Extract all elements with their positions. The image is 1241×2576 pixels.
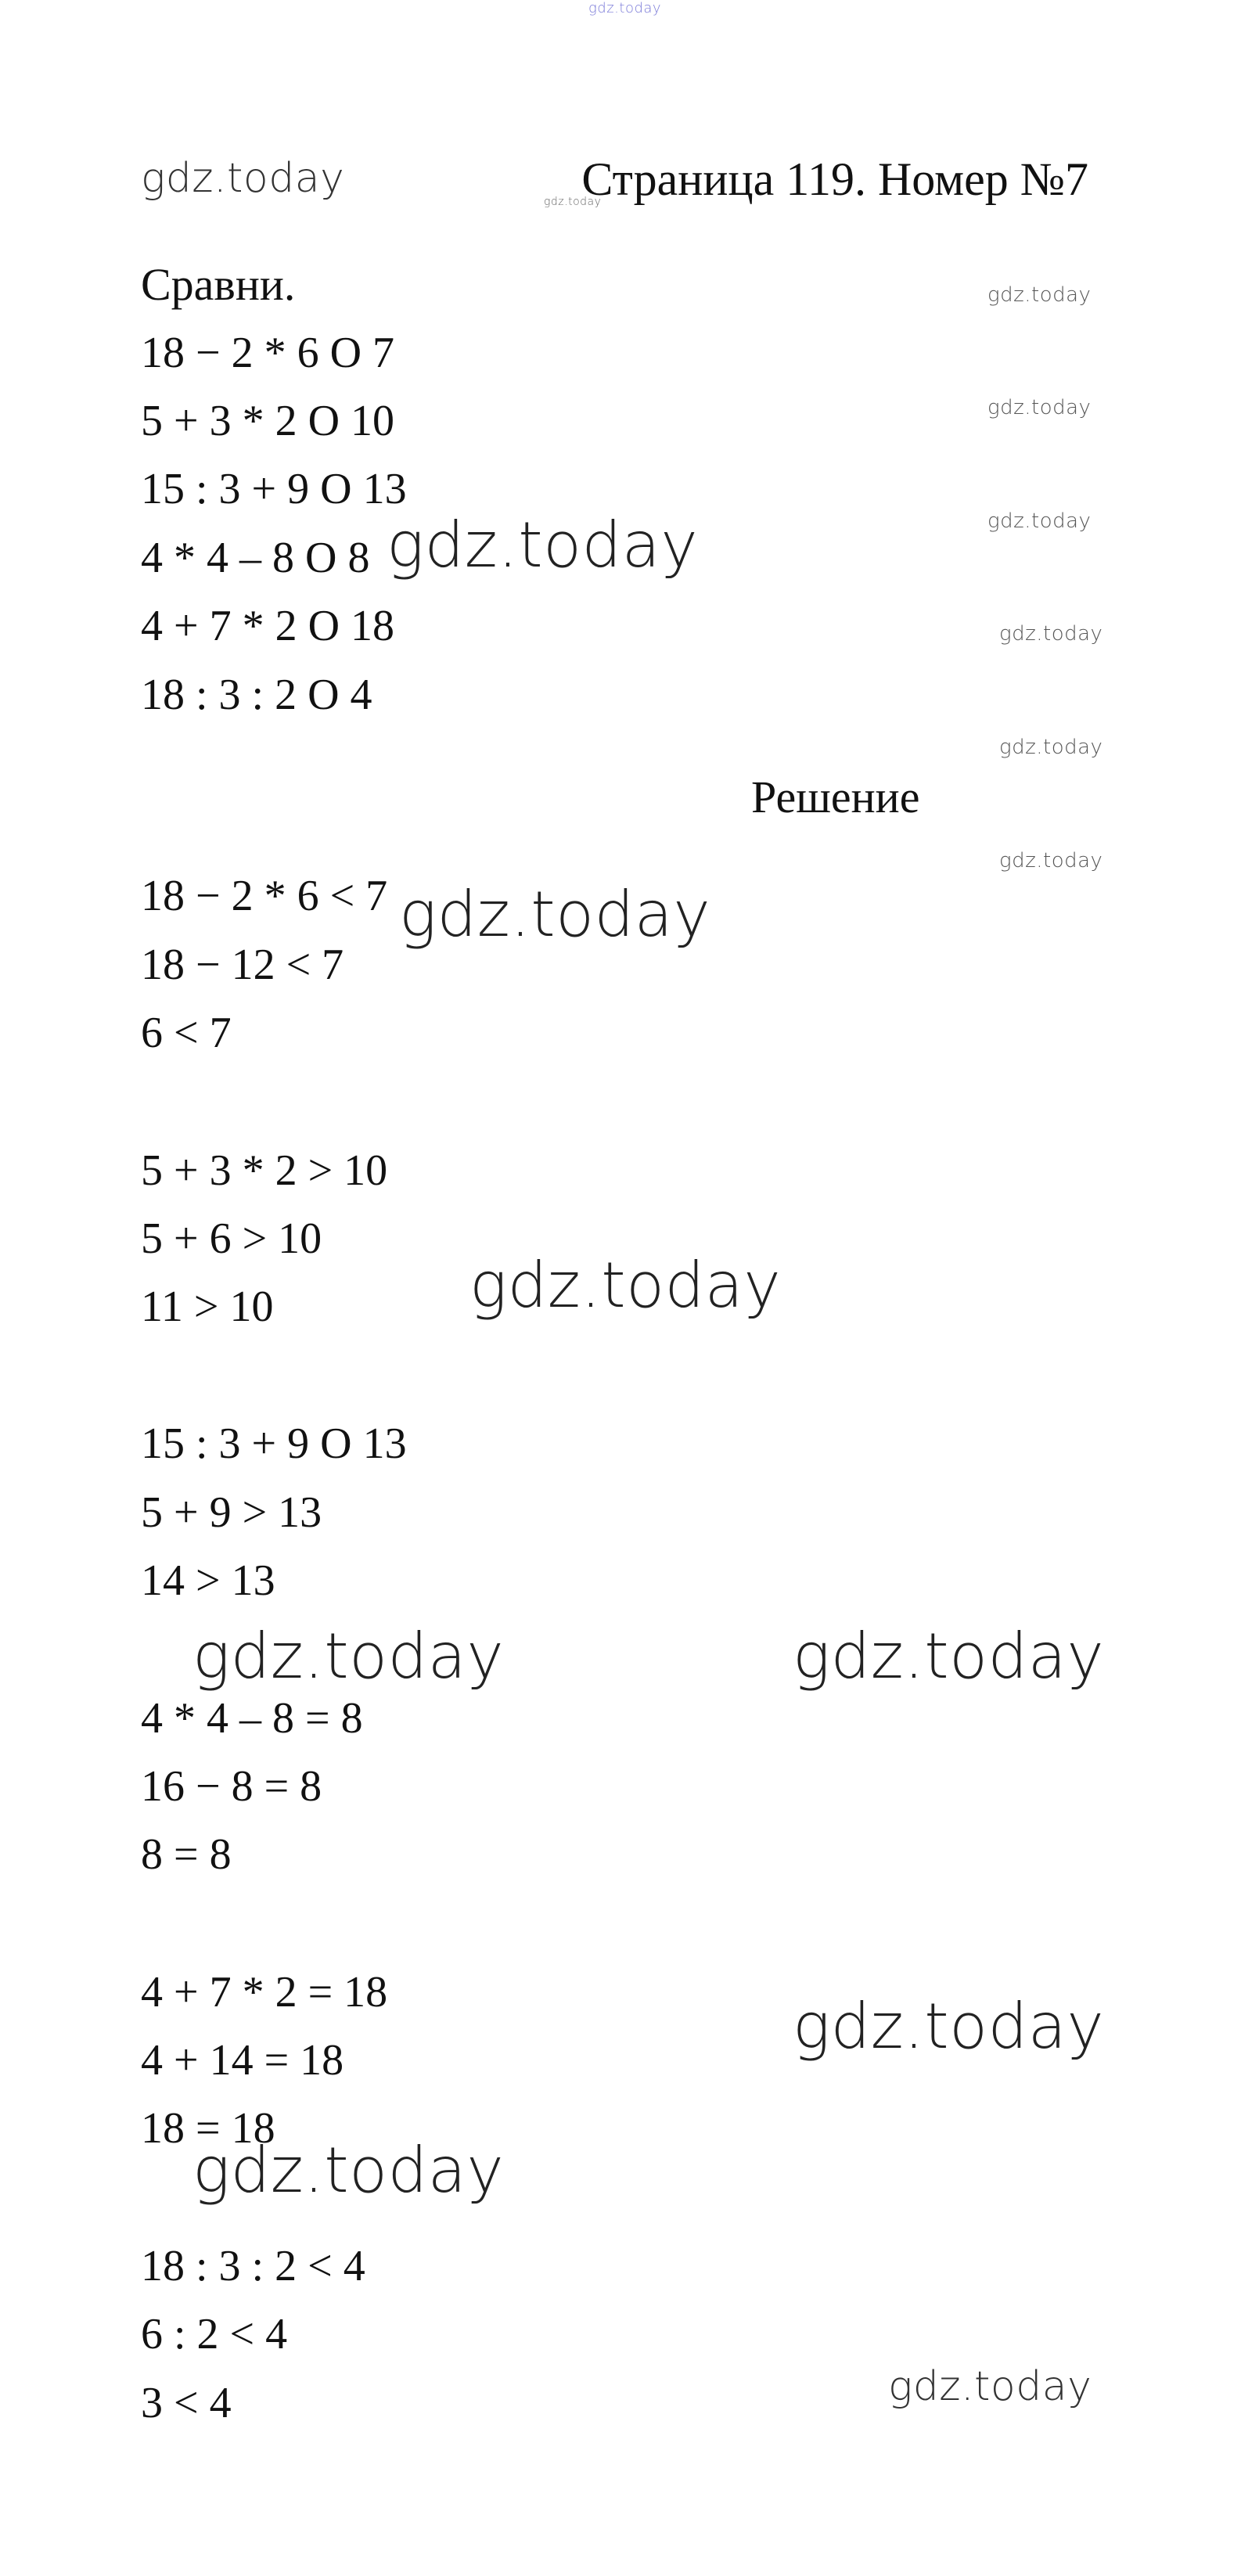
task-item: 4 * 4 – 8 O 8 [141,534,370,582]
solution-line: 5 + 3 * 2 > 10 [141,1146,388,1195]
watermark-large: gdz.today [192,2134,505,2207]
solution-line: 15 : 3 + 9 O 13 [141,1419,407,1468]
task-item: 15 : 3 + 9 O 13 [141,465,407,513]
watermark-large: gdz.today [192,1620,505,1693]
task-label: Сравни. [141,259,296,310]
task-item: 5 + 3 * 2 O 10 [141,397,395,445]
watermark-small: gdz.today [999,736,1103,759]
solution-line: 14 > 13 [141,1556,275,1605]
solution-line: 18 = 18 [141,2104,275,2153]
solution-line: 5 + 9 > 13 [141,1488,322,1537]
solution-line: 4 + 14 = 18 [141,2036,344,2085]
solution-line: 3 < 4 [141,2379,232,2427]
solution-line: 18 − 2 * 6 < 7 [141,872,388,920]
solution-line: 11 > 10 [141,1283,274,1331]
watermark-small: gdz.today [987,396,1092,419]
task-item: 4 + 7 * 2 O 18 [141,602,395,650]
watermark-large: gdz.today [399,878,711,951]
watermark-top: gdz.today [588,0,662,16]
solution-line: 8 = 8 [141,1830,232,1879]
solution-line: 18 : 3 : 2 < 4 [141,2242,365,2290]
solution-line: 16 − 8 = 8 [141,1762,322,1811]
solution-line: 4 + 7 * 2 = 18 [141,1968,388,2017]
watermark-small: gdz.today [987,509,1092,533]
watermark-large: gdz.today [793,1990,1105,2063]
watermark-medium: gdz.today [888,2363,1092,2410]
task-item: 18 : 3 : 2 O 4 [141,671,372,719]
watermark-large: gdz.today [387,509,699,581]
watermark-large: gdz.today [793,1620,1105,1693]
solution-line: 6 : 2 < 4 [141,2310,288,2358]
watermark-header: gdz.today [141,155,345,202]
watermark-small: gdz.today [999,622,1103,646]
page-title: Страница 119. Номер №7 [581,153,1088,205]
solution-line: 4 * 4 – 8 = 8 [141,1694,363,1743]
solution-line: 6 < 7 [141,1009,232,1057]
solution-line: 5 + 6 > 10 [141,1214,322,1263]
solution-line: 18 − 12 < 7 [141,941,344,989]
solution-heading: Решение [751,772,920,822]
watermark-small: gdz.today [987,283,1092,307]
watermark-small: gdz.today [999,849,1103,872]
watermark-small: gdz.today [544,196,602,208]
task-item: 18 − 2 * 6 O 7 [141,329,395,377]
watermark-large: gdz.today [469,1249,782,1322]
